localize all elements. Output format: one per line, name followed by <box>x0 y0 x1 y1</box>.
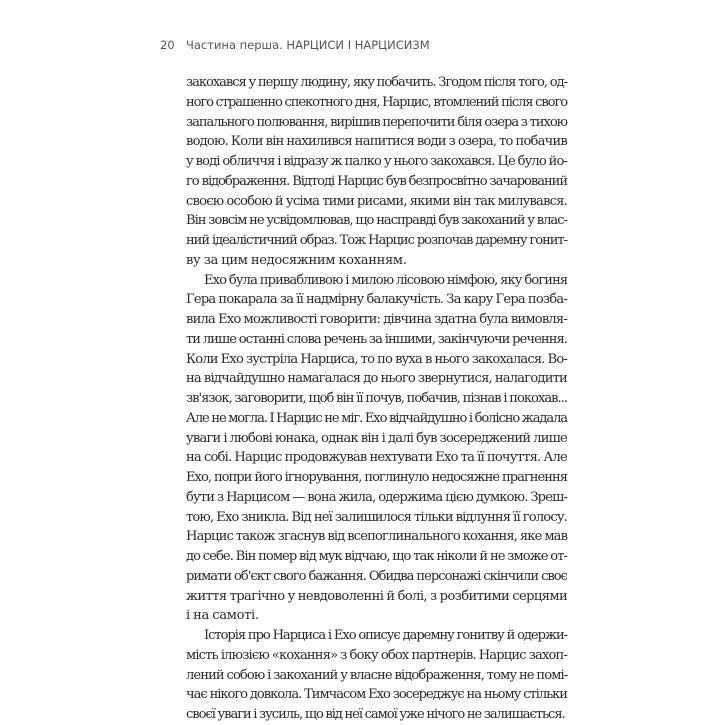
body-text <box>186 73 567 725</box>
running-title: Частина перша. НАРЦИСИ І НАРЦИСИЗМ <box>186 38 430 52</box>
text-line: у воді обличчя і відразу ж палко у нього закохався. Це було йо- <box>186 154 567 169</box>
text-line: на відчайдушно намагалася до нього звернутися, налагодити <box>186 371 567 387</box>
text-line: тою, Ехо зникла. Від неї залишилося тільки відлуння її голосу. <box>186 509 567 525</box>
text-line: ти лише останні слова речень за іншими, закінчуючи речення. <box>186 331 567 347</box>
text-line: водою. Коли він нахилився напитися води з озера, то побачив <box>186 134 567 150</box>
text-line: чає нікого довкола. Тимчасом Ехо зосереджує на ньому стільки <box>186 687 567 703</box>
running-header <box>160 38 430 52</box>
text-line: життя трагічно у невдоволенні й болі, з розбитими серцями <box>186 588 568 604</box>
text-line: Коли Ехо зустріла Нарциса, то по вуха в нього закохалася. Во- <box>186 351 567 367</box>
text-line: Нарцис також згаснув від всепоглинального кохання, яке мав <box>186 529 568 545</box>
text-line: і на самоті. <box>186 608 259 624</box>
text-line: римати об'єкт свого бажання. Обидва персонажі скінчили своє <box>186 568 567 584</box>
text-line: Історія про Нарциса і Ехо описує даремну гонитву й одержи- <box>204 628 567 643</box>
text-line: ний ідеалістичний образ. Тож Нарцис розпочав даремну гонит- <box>186 233 567 248</box>
page-number: 20 <box>160 38 175 52</box>
text-line: ного страшенно спекотного дня, Нарцис, втомлений після свого <box>186 94 567 110</box>
text-line: ву за цим недосяжним коханням. <box>186 252 407 268</box>
text-line: на собі. Нарцис продовжував нехтувати Ехо та її почуття. Але <box>186 450 567 466</box>
text-line: го відображення. Відтоді Нарцис був безпросвітно зачарований <box>186 173 567 189</box>
text-line: лений собою і закоханий у власне відображення, тому не помі- <box>186 667 568 683</box>
paragraph <box>186 271 567 627</box>
text-line: Ехо, попри його ігнорування, поглинуло недосяжне прагнення <box>186 470 567 485</box>
text-line: своєю особою й усіма тими рисами, якими він так милувався. <box>186 193 567 209</box>
text-line: вила Ехо можливості говорити: дівчина здатна була вимовля- <box>186 312 567 327</box>
paragraph <box>186 626 567 725</box>
text-line: Але не могла. І Нарцис не міг. Ехо відчайдушно і болісно жадала <box>186 410 567 426</box>
text-line: зв'язок, заговорити, щоб він її почув, побачив, пізнав і покохав... <box>186 391 567 406</box>
text-line: уваги і любові юнака, однак він і далі був зосереджений лише <box>186 430 567 446</box>
paragraph <box>186 73 567 271</box>
text-line: до себе. Він помер від мук відчаю, що так ніколи й не зможе от- <box>186 549 567 564</box>
text-line: запального полювання, вирішив перепочити біля озера з тихою <box>186 114 567 130</box>
text-line: Він зовсім не усвідомлював, що насправді був закоханий у влас- <box>186 213 567 229</box>
text-line: закохався у першу людину, яку побачить. Згодом після того, од- <box>186 75 567 90</box>
text-line: бути з Нарцисом — вона жила, одержима цією думкою. Зреш- <box>186 489 567 505</box>
text-line: Ехо була привабливою і милою лісовою німфою, яку богиня <box>204 272 568 288</box>
text-line: мість ілюзією «кохання» з боку обох партнерів. Нарцис захоп- <box>186 647 567 663</box>
text-line: своєї уваги і зусиль, що від неї самої уже нічого не залишається. <box>186 707 565 722</box>
text-line: Гера покарала за її надмірну балакучість. За кару Гера позба- <box>186 292 567 308</box>
